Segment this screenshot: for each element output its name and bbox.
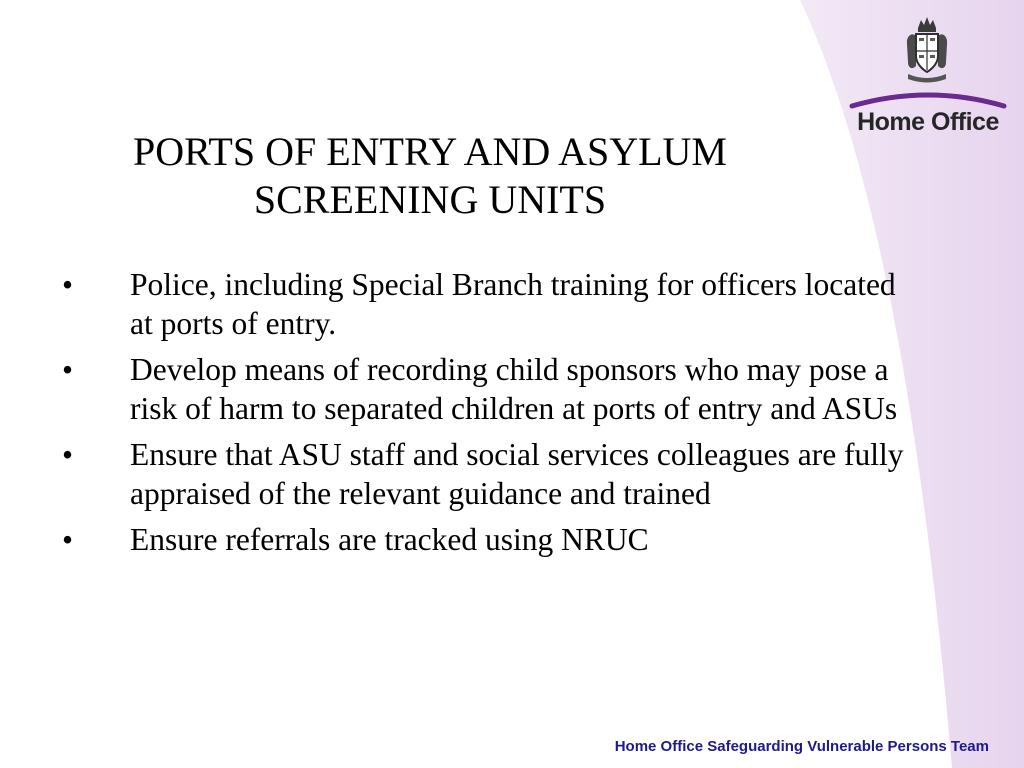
title-line-1: PORTS OF ENTRY AND ASYLUM — [132, 129, 727, 174]
bullet-marker: • — [62, 522, 74, 557]
bullet-text: Develop means of recording child sponsors who may pose a risk of harm to separated children at ports of entry and ASUs — [130, 352, 898, 426]
bullet-text: Police, including Special Branch training for officers located at ports of entry. — [130, 267, 896, 341]
bullet-marker: • — [62, 267, 74, 302]
bullet-item — [56, 350, 916, 428]
bullet-text: Ensure that ASU staff and social services colleagues are fully appraised of the relevant guidance and trained — [130, 437, 904, 511]
royal-crest-icon — [904, 14, 950, 86]
home-office-logo — [846, 14, 1010, 144]
bullet-item — [56, 265, 916, 343]
footer-team-name: Home Office Safeguarding Vulnerable Persons Team — [614, 738, 989, 755]
bullet-text: Ensure referrals are tracked using NRUC — [130, 522, 649, 557]
bullet-marker: • — [62, 352, 74, 387]
bullet-list — [56, 265, 916, 566]
title-line-2: SCREENING UNITS — [253, 177, 607, 222]
bullet-marker: • — [62, 437, 74, 472]
logo-text: Home Office — [857, 108, 999, 136]
bullet-item — [56, 520, 916, 559]
bullet-item — [56, 435, 916, 513]
slide-title — [40, 128, 820, 224]
